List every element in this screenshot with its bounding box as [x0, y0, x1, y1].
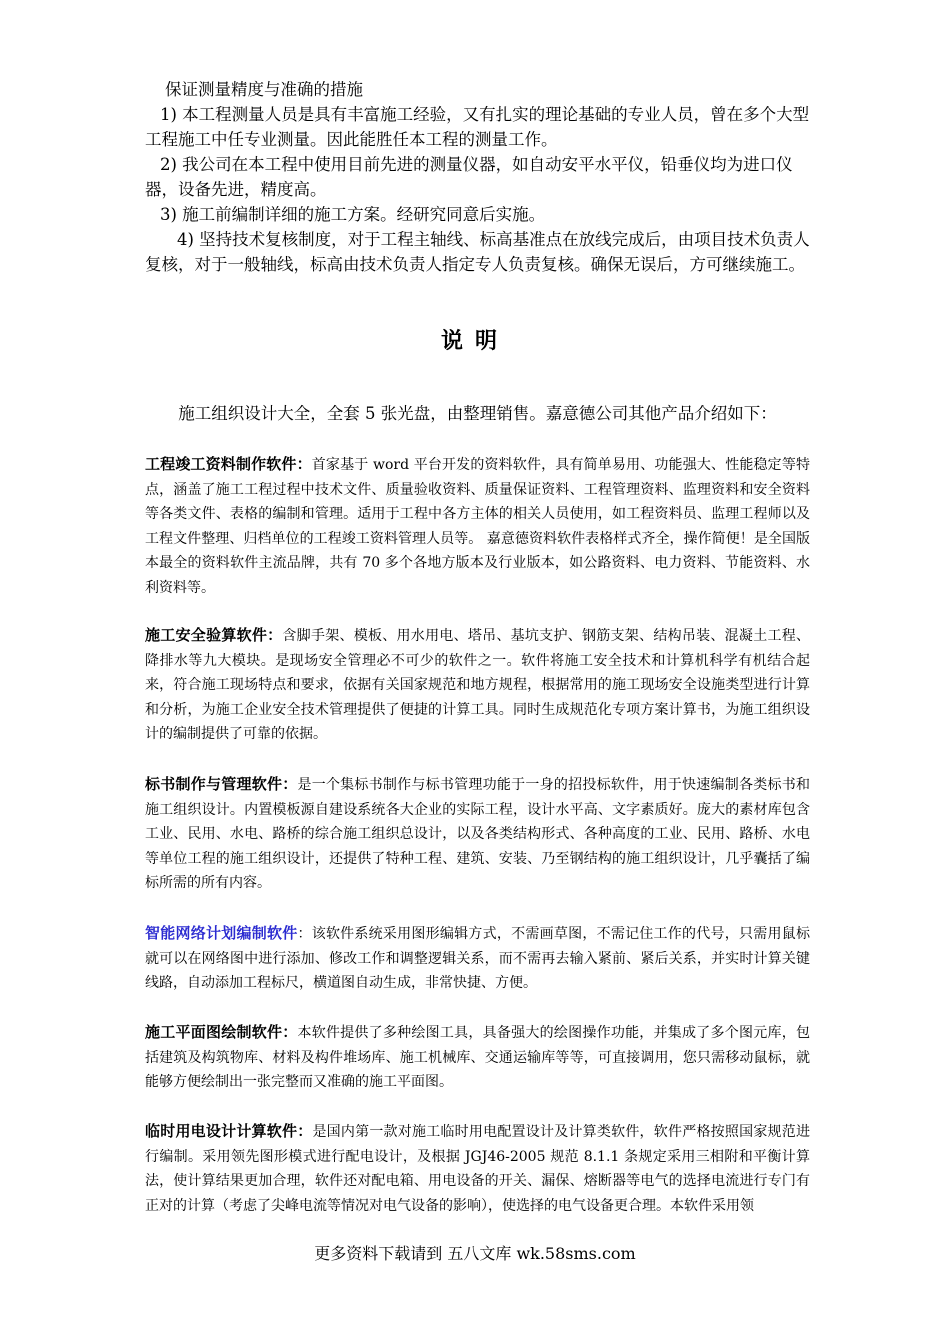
measure-item-3: 3) 施工前编制详细的施工方案。经研究同意后实施。	[160, 205, 546, 224]
footer-download-note: 更多资料下载请到 五八文库 wk.58sms.com	[314, 1244, 636, 1263]
product-description: 含脚手架、模板、用水用电、塔吊、基坑支护、钢筋支架、结构吊装、混凝土工程、降排水等九大模块。是现场安全管理必不可少的软件之一。软件将施工安全技术和计算机科学有机结合起来，符合施工现场特点和要求，依据有关国家规范和地方规程，根据常用的施工现场安全设施类型进行计算和分析，为施工企业安全技术管理提供了便捷的计算工具。同时生成规范化专项方案计算书，为施工组织设计的编制提供了可靠的依据。	[145, 628, 810, 743]
product-paragraph	[145, 1119, 810, 1218]
intro-subtitle: 施工组织设计大全，全套 5 张光盘，由整理销售。嘉意德公司其他产品介绍如下：	[178, 404, 777, 423]
product-name: 标书制作与管理软件：	[145, 775, 298, 793]
product-name: 智能网络计划编制软件	[145, 924, 298, 942]
product-description: 是国内第一款对施工临时用电配置设计及计算类软件，软件严格按照国家规范进行编制。采用领先图形模式进行配电设计，及根据 JGJ46-2005 规范 8.1.1 条规定采用三相附和平衡计算法，使计算结果更加合理，软件还对配电箱、用电设备的开关、漏保、熔断器等电气的选择电流进行专门有正对的计算（考虑了尖峰电流等情况对电气设备的影响），使选择的电气设备更合理。本软件采用领	[145, 1124, 810, 1214]
measurement-measures-section	[145, 77, 810, 277]
product-name: 工程竣工资料制作软件：	[145, 455, 312, 473]
product-paragraph	[145, 1020, 810, 1095]
product-paragraph	[145, 452, 810, 601]
product-description: 是一个集标书制作与标书管理功能于一身的招投标软件，用于快速编制各类标书和施工组织设计。内置模板源自建设系统各大企业的实际工程，设计水平高、文字素质好。庞大的素材库包含工业、民用、水电、路桥的综合施工组织总设计，以及各类结构形式、各种高度的工业、民用、路桥、水电等单位工程的施工组织设计，还提供了特种工程、建筑、安装、乃至钢结构的施工组织设计，几乎囊括了编标所需的所有内容。	[145, 777, 810, 892]
product-description: 本软件提供了多种绘图工具，具备强大的绘图操作功能，并集成了多个图元库，包括建筑及构筑物库、材料及构件堆场库、施工机械库、交通运输库等等，可直接调用，您只需移动鼠标，就能够方便绘制出一张完整而又准确的施工平面图。	[145, 1025, 810, 1091]
product-description: ：该软件系统采用图形编辑方式，不需画草图，不需记住工作的代号，只需用鼠标就可以在网络图中进行添加、修改工作和调整逻辑关系，而不需再去输入紧前、紧后关系，并实时计算关键线路，自动添加工程标尺，横道图自动生成，非常快捷、方便。	[145, 926, 810, 992]
product-name: 临时用电设计计算软件：	[145, 1122, 313, 1140]
product-description: 首家基于 word 平台开发的资料软件，具有简单易用、功能强大、性能稳定等特点，涵盖了施工工程过程中技术文件、质量验收资料、质量保证资料、工程管理资料、监理资料和安全资料等各类文件、表格的编制和管理。适用于工程中各方主体的相关人员使用，如工程资料员、监理工程师以及工程文件整理、归档单位的工程竣工资料管理人员等。 嘉意德资料软件表格样式齐全，操作简便！是全国版本最全的资料软件主流品牌，共有 70 多个各地方版本及行业版本，如公路资料、电力资料、节能资料、水利资料等。	[145, 457, 810, 596]
measure-item-1: 1) 本工程测量人员是具有丰富施工经验，又有扎实的理论基础的专业人员，曾在多个大型工程施工中任专业测量。因此能胜任本工程的测量工作。	[145, 105, 810, 149]
measure-item-4: 4) 坚持技术复核制度，对于工程主轴线、标高基准点在放线完成后，由项目技术负责人复核，对于一般轴线，标高由技术负责人指定专人负责复核。确保无误后，方可继续施工。	[145, 230, 810, 274]
product-name: 施工平面图绘制软件：	[145, 1023, 298, 1041]
product-paragraph	[145, 921, 810, 996]
page-title: 说明	[440, 328, 509, 354]
measure-item-2: 2) 我公司在本工程中使用目前先进的测量仪器，如自动安平水平仪，铅垂仪均为进口仪器，设备先进，精度高。	[145, 155, 793, 199]
product-paragraph	[145, 772, 810, 896]
product-name: 施工安全验算软件：	[145, 626, 283, 644]
section-heading: 保证测量精度与准确的措施	[165, 80, 363, 99]
product-paragraph	[145, 623, 810, 747]
